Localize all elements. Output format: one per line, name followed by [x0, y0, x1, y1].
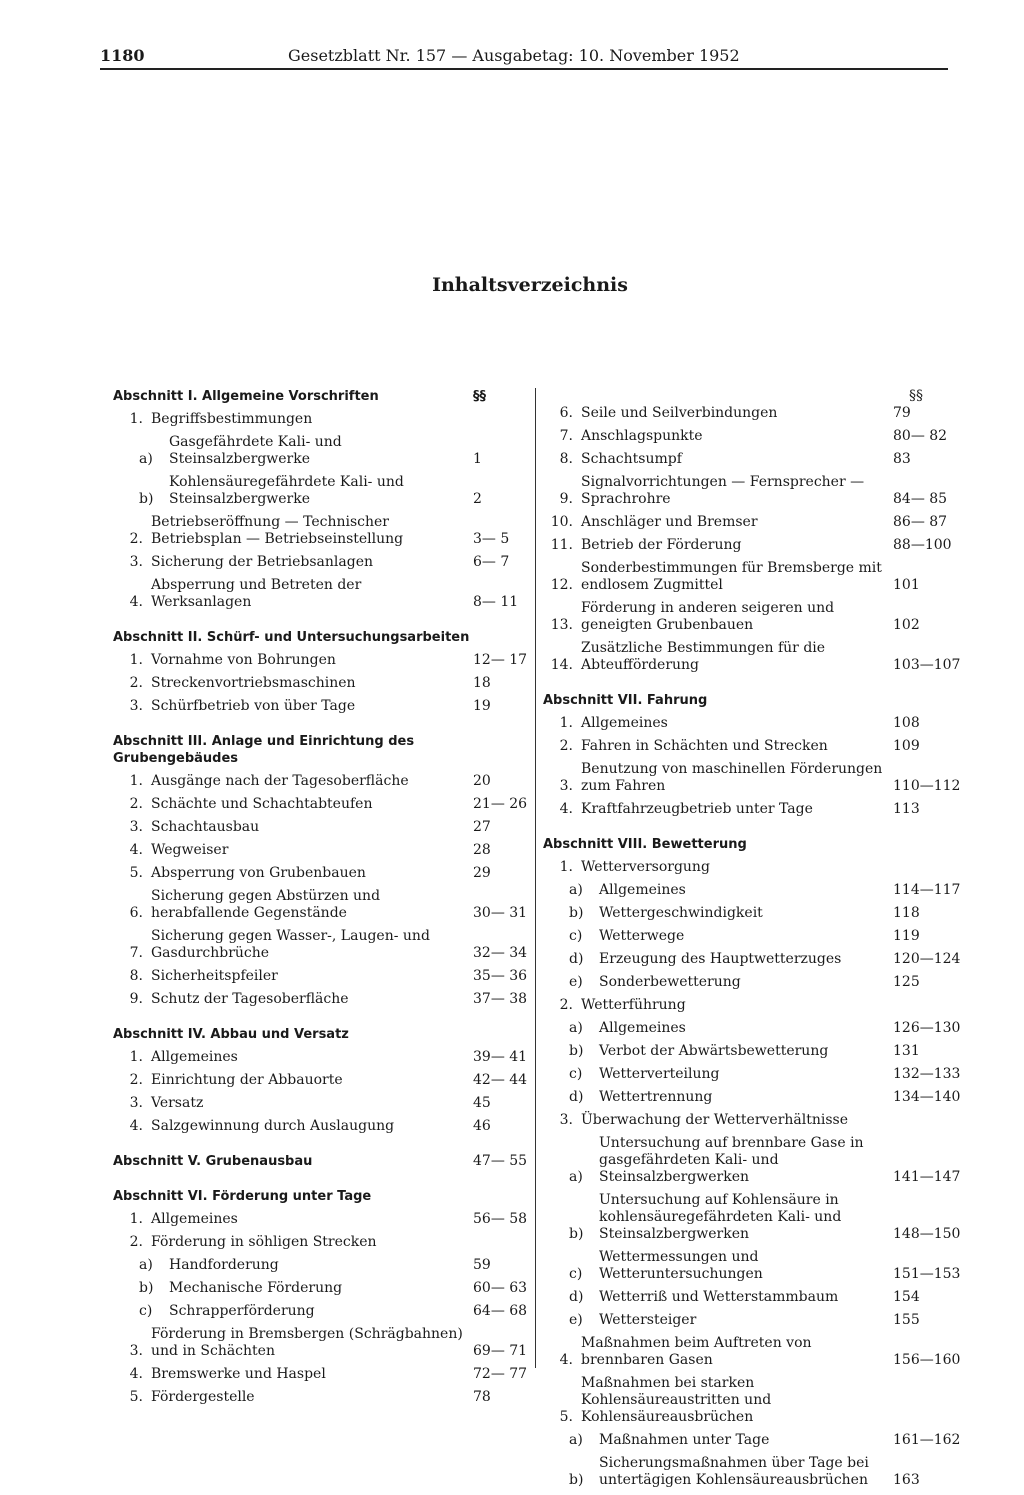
entry-ref: 28 — [473, 842, 491, 858]
entry-ref: 109 — [893, 738, 920, 754]
entry-title: Allgemeines — [599, 882, 686, 898]
entry-number: 1. — [129, 1049, 143, 1065]
entry-ref: 163 — [893, 1472, 920, 1488]
entry-number: d) — [569, 1289, 584, 1305]
entry-ref: 29 — [473, 865, 491, 881]
entry-ref: 79 — [893, 405, 911, 421]
section-heading — [113, 629, 529, 646]
spacer — [113, 721, 529, 733]
toc-entry — [543, 1375, 961, 1426]
entry-number: 7. — [559, 428, 573, 444]
section-heading — [543, 692, 961, 709]
entry-title: Schürfbetrieb von über Tage — [151, 698, 356, 714]
section-mark — [473, 733, 529, 767]
toc-subentry — [543, 1312, 961, 1329]
entry-number: b) — [569, 905, 584, 921]
entry-number: d) — [569, 951, 584, 967]
spacer — [543, 680, 961, 692]
entry-ref: 132—133 — [893, 1066, 961, 1082]
entry-ref: 125 — [893, 974, 920, 990]
page-title: Inhaltsverzeichnis — [432, 274, 628, 296]
entry-ref: 72— 77 — [473, 1366, 528, 1382]
entry-ref: 161—162 — [893, 1432, 961, 1448]
entry-ref: 114—117 — [893, 882, 961, 898]
entry-number: 5. — [129, 1389, 143, 1405]
entry-number: 5. — [559, 1409, 573, 1425]
entry-title: Allgemeines — [599, 1020, 686, 1036]
entry-ref: 32— 34 — [473, 945, 528, 961]
toc-subentry — [543, 951, 961, 968]
entry-title: Maßnahmen unter Tage — [599, 1432, 770, 1448]
entry-number: 3. — [129, 698, 143, 714]
toc-left-column — [113, 388, 529, 1412]
section-heading-label: Abschnitt II. Schürf- und Untersuchungsarbeiten — [113, 630, 470, 645]
toc-entry — [543, 801, 961, 818]
toc-entry — [543, 428, 961, 445]
section-heading — [113, 1026, 529, 1043]
toc-subentry — [113, 434, 529, 468]
entry-ref: 45 — [473, 1095, 491, 1111]
toc-entry — [113, 1389, 529, 1406]
entry-number: 3. — [129, 554, 143, 570]
spacer — [113, 1014, 529, 1026]
entry-number: 12. — [550, 577, 573, 593]
toc-entry — [543, 1335, 961, 1369]
entry-number: 4. — [129, 594, 143, 610]
section-heading-label: Abschnitt IV. Abbau und Versatz — [113, 1027, 349, 1042]
toc-subentry — [543, 1455, 961, 1489]
entry-ref: 20 — [473, 773, 491, 789]
entry-title: Einrichtung der Abbauorte — [151, 1072, 343, 1088]
entry-number: 9. — [129, 991, 143, 1007]
entry-number: b) — [139, 491, 154, 507]
section-heading — [113, 1188, 529, 1205]
toc-entry — [113, 652, 529, 669]
entry-title: Schachtsumpf — [581, 451, 682, 467]
entry-ref: 27 — [473, 819, 491, 835]
entry-title: Verbot der Abwärtsbewetterung — [599, 1043, 829, 1059]
entry-title: Betrieb der Förderung — [581, 537, 742, 553]
entry-number: a) — [569, 1169, 583, 1185]
entry-title: Benutzung von maschinellen Förderungen zum Fahren — [581, 761, 883, 794]
toc-entry — [113, 1326, 529, 1360]
entry-ref: 60— 63 — [473, 1280, 528, 1296]
entry-title: Signalvorrichtungen — Fernsprecher — Sprachrohre — [581, 474, 865, 507]
header-text: Gesetzblatt Nr. 157 — Ausgabetag: 10. November 1952 — [288, 46, 740, 65]
entry-title: Kohlensäuregefährdete Kali- und Steinsalzbergwerke — [169, 474, 404, 507]
entry-ref: 151—153 — [893, 1266, 961, 1282]
entry-number: 1. — [129, 1211, 143, 1227]
section-heading-label: Abschnitt V. Grubenausbau — [113, 1154, 313, 1169]
entry-title: Wettergeschwindigkeit — [599, 905, 763, 921]
spacer — [113, 1176, 529, 1188]
entry-number: c) — [569, 1266, 583, 1282]
entry-title: Sonderbewetterung — [599, 974, 741, 990]
toc-entry — [113, 1049, 529, 1066]
entry-ref: 113 — [893, 801, 920, 817]
toc-entry — [543, 560, 961, 594]
entry-ref: 30— 31 — [473, 905, 528, 921]
entry-ref: 126—130 — [893, 1020, 961, 1036]
toc-entry — [543, 451, 961, 468]
toc-subentry — [543, 1192, 961, 1243]
entry-number: 9. — [559, 491, 573, 507]
entry-ref: 12— 17 — [473, 652, 528, 668]
entry-title: Wettermessungen und Wetteruntersuchungen — [599, 1249, 763, 1282]
entry-ref: 3— 5 — [473, 531, 510, 547]
entry-title: Kraftfahrzeugbetrieb unter Tage — [581, 801, 813, 817]
toc-entry — [113, 1072, 529, 1089]
entry-title: Betriebseröffnung — Technischer Betriebsplan — Betriebseinstellung — [151, 514, 404, 547]
entry-number: 7. — [129, 945, 143, 961]
entry-title: Förderung in söhligen Strecken — [151, 1234, 377, 1250]
entry-title: Schachtausbau — [151, 819, 260, 835]
toc-entry — [543, 1112, 961, 1129]
entry-ref: 64— 68 — [473, 1303, 528, 1319]
entry-number: 3. — [559, 1112, 573, 1128]
entry-ref: 69— 71 — [473, 1343, 528, 1359]
entry-title: Wetterriß und Wetterstammbaum — [599, 1289, 839, 1305]
entry-title: Gasgefährdete Kali- und Steinsalzbergwerke — [169, 434, 342, 467]
entry-title: Salzgewinnung durch Auslaugung — [151, 1118, 395, 1134]
entry-number: 5. — [129, 865, 143, 881]
toc-subentry — [543, 905, 961, 922]
entry-number: 13. — [550, 617, 573, 633]
entry-number: 8. — [129, 968, 143, 984]
entry-title: Wettertrennung — [599, 1089, 713, 1105]
entry-number: c) — [569, 1066, 583, 1082]
spacer — [113, 1141, 529, 1153]
entry-title: Wettersteiger — [599, 1312, 697, 1328]
toc-right-column — [543, 388, 961, 1495]
toc-entry — [113, 865, 529, 882]
toc-entry — [113, 1211, 529, 1228]
entry-title: Seile und Seilverbindungen — [581, 405, 778, 421]
entry-number: 3. — [129, 1343, 143, 1359]
entry-number: 4. — [559, 801, 573, 817]
entry-title: Maßnahmen beim Auftreten von brennbaren Gasen — [581, 1335, 812, 1368]
toc-entry — [543, 514, 961, 531]
entry-number: 3. — [129, 1095, 143, 1111]
toc-subentry — [543, 928, 961, 945]
entry-ref: 148—150 — [893, 1226, 961, 1242]
entry-ref: 83 — [893, 451, 911, 467]
toc-subentry — [543, 974, 961, 991]
entry-ref: 39— 41 — [473, 1049, 528, 1065]
entry-ref: 84— 85 — [893, 491, 948, 507]
entry-number: b) — [139, 1280, 154, 1296]
entry-ref: 80— 82 — [893, 428, 948, 444]
entry-ref: 47— 55 — [473, 1153, 528, 1169]
toc-entry — [113, 928, 529, 962]
entry-number: 4. — [559, 1352, 573, 1368]
section-heading-label: Abschnitt VII. Fahrung — [543, 693, 708, 708]
toc-entry — [113, 698, 529, 715]
toc-subentry — [113, 1303, 529, 1320]
page-number: 1180 — [100, 46, 145, 65]
entry-number: 3. — [129, 819, 143, 835]
entry-number: 8. — [559, 451, 573, 467]
entry-number: 14. — [550, 657, 573, 673]
entry-number: 2. — [559, 738, 573, 754]
section-heading-label: Abschnitt III. Anlage und Einrichtung des Grubengebäudes — [113, 734, 415, 766]
entry-title: Wetterwege — [599, 928, 685, 944]
section-heading — [113, 388, 529, 405]
spacer — [113, 617, 529, 629]
entry-title: Sonderbestimmungen für Bremsberge mit endlosem Zugmittel — [581, 560, 882, 593]
entry-number: 3. — [559, 778, 573, 794]
entry-number: 10. — [550, 514, 573, 530]
section-mark — [905, 692, 961, 709]
entry-number: c) — [139, 1303, 153, 1319]
entry-title: Sicherungsmaßnahmen über Tage bei untertägigen Kohlensäureausbrüchen — [599, 1455, 869, 1488]
section-heading-label: Abschnitt VI. Förderung unter Tage — [113, 1189, 372, 1204]
toc-entry — [543, 474, 961, 508]
spacer — [543, 824, 961, 836]
entry-number: a) — [569, 1020, 583, 1036]
entry-title: Begriffsbestimmungen — [151, 411, 313, 427]
entry-number: c) — [569, 928, 583, 944]
toc-entry — [543, 738, 961, 755]
toc-entry — [113, 773, 529, 790]
section-mark — [473, 1026, 529, 1043]
toc-entry — [113, 1366, 529, 1383]
toc-subentry — [543, 1089, 961, 1106]
section-heading-label: Abschnitt VIII. Bewetterung — [543, 837, 747, 852]
entry-ref: 131 — [893, 1043, 920, 1059]
entry-ref: 37— 38 — [473, 991, 528, 1007]
entry-ref: 154 — [893, 1289, 920, 1305]
section-mark — [905, 836, 961, 853]
toc-entry — [543, 997, 961, 1014]
entry-ref: 156—160 — [893, 1352, 961, 1368]
entry-ref: 101 — [893, 577, 920, 593]
entry-title: Ausgänge nach der Tagesoberfläche — [151, 773, 409, 789]
toc-entry — [543, 537, 961, 554]
toc-entry — [543, 405, 961, 422]
entry-ref: 46 — [473, 1118, 491, 1134]
toc-entry — [113, 991, 529, 1008]
toc-subentry — [543, 882, 961, 899]
toc-subentry — [543, 1289, 961, 1306]
entry-ref: 18 — [473, 675, 491, 691]
entry-number: 2. — [129, 675, 143, 691]
entry-number: 1. — [559, 715, 573, 731]
toc-subentry — [113, 1257, 529, 1274]
entry-number: 2. — [129, 531, 143, 547]
toc-entry — [113, 842, 529, 859]
toc-entry — [543, 761, 961, 795]
entry-title: Wetterversorgung — [581, 859, 710, 875]
entry-title: Fahren in Schächten und Strecken — [581, 738, 828, 754]
entry-title: Schutz der Tagesoberfläche — [151, 991, 349, 1007]
entry-title: Überwachung der Wetterverhältnisse — [581, 1112, 849, 1128]
entry-ref: 6— 7 — [473, 554, 510, 570]
entry-title: Anschlagspunkte — [581, 428, 703, 444]
entry-number: 4. — [129, 1118, 143, 1134]
toc-subentry — [543, 1020, 961, 1037]
entry-number: e) — [569, 1312, 583, 1328]
column-divider — [535, 388, 536, 1368]
entry-title: Absperrung und Betreten der Werksanlagen — [151, 577, 362, 610]
toc-entry — [543, 640, 961, 674]
entry-number: b) — [569, 1043, 584, 1059]
entry-number: 2. — [129, 1234, 143, 1250]
entry-number: b) — [569, 1226, 584, 1242]
entry-ref: 1 — [473, 451, 482, 467]
toc-entry — [113, 1095, 529, 1112]
toc-subentry — [113, 1280, 529, 1297]
toc-subentry — [543, 1043, 961, 1060]
toc-entry — [113, 411, 529, 428]
entry-title: Fördergestelle — [151, 1389, 255, 1405]
entry-title: Vornahme von Bohrungen — [151, 652, 336, 668]
entry-ref: 2 — [473, 491, 482, 507]
toc-entry — [113, 554, 529, 571]
toc-subentry — [543, 1066, 961, 1083]
section-mark — [473, 1188, 529, 1205]
entry-ref: 155 — [893, 1312, 920, 1328]
entry-ref: 110—112 — [893, 778, 961, 794]
entry-number: e) — [569, 974, 583, 990]
entry-ref: 21— 26 — [473, 796, 528, 812]
entry-title: Handforderung — [169, 1257, 279, 1273]
entry-ref: 35— 36 — [473, 968, 528, 984]
entry-title: Absperrung von Grubenbauen — [151, 865, 366, 881]
section-mark: §§ — [909, 388, 923, 404]
entry-number: 2. — [559, 997, 573, 1013]
entry-title: Sicherheitspfeiler — [151, 968, 278, 984]
entry-title: Sicherung gegen Abstürzen und herabfallende Gegenstände — [151, 888, 381, 921]
section-heading — [113, 1153, 529, 1170]
entry-number: d) — [569, 1089, 584, 1105]
entry-ref: 19 — [473, 698, 491, 714]
entry-number: 6. — [129, 905, 143, 921]
entry-number: 1. — [129, 411, 143, 427]
toc-entry — [543, 600, 961, 634]
entry-number: a) — [569, 882, 583, 898]
entry-title: Förderung in anderen seigeren und geneigten Grubenbauen — [581, 600, 835, 633]
entry-number: a) — [569, 1432, 583, 1448]
entry-title: Schrapperförderung — [169, 1303, 315, 1319]
entry-title: Maßnahmen bei starken Kohlensäureaustritten und Kohlensäureausbrüchen — [581, 1375, 772, 1425]
section-heading — [543, 836, 961, 853]
entry-title: Untersuchung auf brennbare Gase in gasgefährdeten Kali- und Steinsalzbergwerken — [599, 1135, 864, 1185]
entry-title: Wegweiser — [151, 842, 229, 858]
entry-ref: 8— 11 — [473, 594, 519, 610]
entry-number: 1. — [559, 859, 573, 875]
toc-entry — [113, 968, 529, 985]
entry-title: Allgemeines — [151, 1211, 238, 1227]
entry-title: Streckenvortriebsmaschinen — [151, 675, 356, 691]
entry-title: Sicherung gegen Wasser-, Laugen- und Gasdurchbrüche — [151, 928, 430, 961]
entry-title: Zusätzliche Bestimmungen für die Abteufförderung — [581, 640, 826, 673]
entry-number: 1. — [129, 773, 143, 789]
entry-number: 1. — [129, 652, 143, 668]
toc-entry — [113, 577, 529, 611]
entry-ref: 120—124 — [893, 951, 961, 967]
entry-number: 2. — [129, 1072, 143, 1088]
toc-entry — [113, 1234, 529, 1251]
toc-subentry — [113, 474, 529, 508]
entry-ref: 119 — [893, 928, 920, 944]
entry-title: Allgemeines — [581, 715, 668, 731]
entry-title: Bremswerke und Haspel — [151, 1366, 326, 1382]
entry-title: Sicherung der Betriebsanlagen — [151, 554, 373, 570]
entry-title: Untersuchung auf Kohlensäure in kohlensäuregefährdeten Kali- und Steinsalzbergwerken — [599, 1192, 842, 1242]
toc-subentry — [543, 1135, 961, 1186]
entry-ref: 78 — [473, 1389, 491, 1405]
entry-title: Wetterführung — [581, 997, 686, 1013]
entry-number: a) — [139, 451, 153, 467]
entry-ref: 86— 87 — [893, 514, 948, 530]
entry-title: Wetterverteilung — [599, 1066, 720, 1082]
entry-number: 11. — [550, 537, 573, 553]
section-mark: §§ — [473, 389, 486, 404]
entry-title: Anschläger und Bremser — [581, 514, 758, 530]
entry-number: 4. — [129, 842, 143, 858]
entry-title: Versatz — [151, 1095, 204, 1111]
page-header — [100, 46, 948, 70]
entry-number: 6. — [559, 405, 573, 421]
toc-entry — [543, 859, 961, 876]
entry-ref: 108 — [893, 715, 920, 731]
entry-title: Erzeugung des Hauptwetterzuges — [599, 951, 842, 967]
entry-title: Schächte und Schachtabteufen — [151, 796, 373, 812]
entry-number: b) — [569, 1472, 584, 1488]
entry-ref: 103—107 — [893, 657, 961, 673]
entry-title: Förderung in Bremsbergen (Schrägbahnen) und in Schächten — [151, 1326, 463, 1359]
entry-ref: 56— 58 — [473, 1211, 528, 1227]
entry-ref: 59 — [473, 1257, 491, 1273]
entry-ref: 118 — [893, 905, 920, 921]
toc-entry — [113, 514, 529, 548]
toc-entry — [543, 715, 961, 732]
toc-entry — [113, 675, 529, 692]
entry-title: Mechanische Förderung — [169, 1280, 343, 1296]
entry-title: Allgemeines — [151, 1049, 238, 1065]
entry-number: a) — [139, 1257, 153, 1273]
toc-entry — [113, 1118, 529, 1135]
entry-ref: 42— 44 — [473, 1072, 528, 1088]
toc-entry — [113, 888, 529, 922]
section-heading-label: Abschnitt I. Allgemeine Vorschriften — [113, 389, 379, 404]
entry-number: 4. — [129, 1366, 143, 1382]
entry-ref: 134—140 — [893, 1089, 961, 1105]
entry-ref: 141—147 — [893, 1169, 961, 1185]
section-heading — [113, 733, 529, 767]
section-mark — [473, 629, 529, 646]
entry-ref: 88—100 — [893, 537, 952, 553]
entry-number: 2. — [129, 796, 143, 812]
entry-ref: 102 — [893, 617, 920, 633]
toc-entry — [113, 796, 529, 813]
toc-subentry — [543, 1249, 961, 1283]
toc-entry — [113, 819, 529, 836]
